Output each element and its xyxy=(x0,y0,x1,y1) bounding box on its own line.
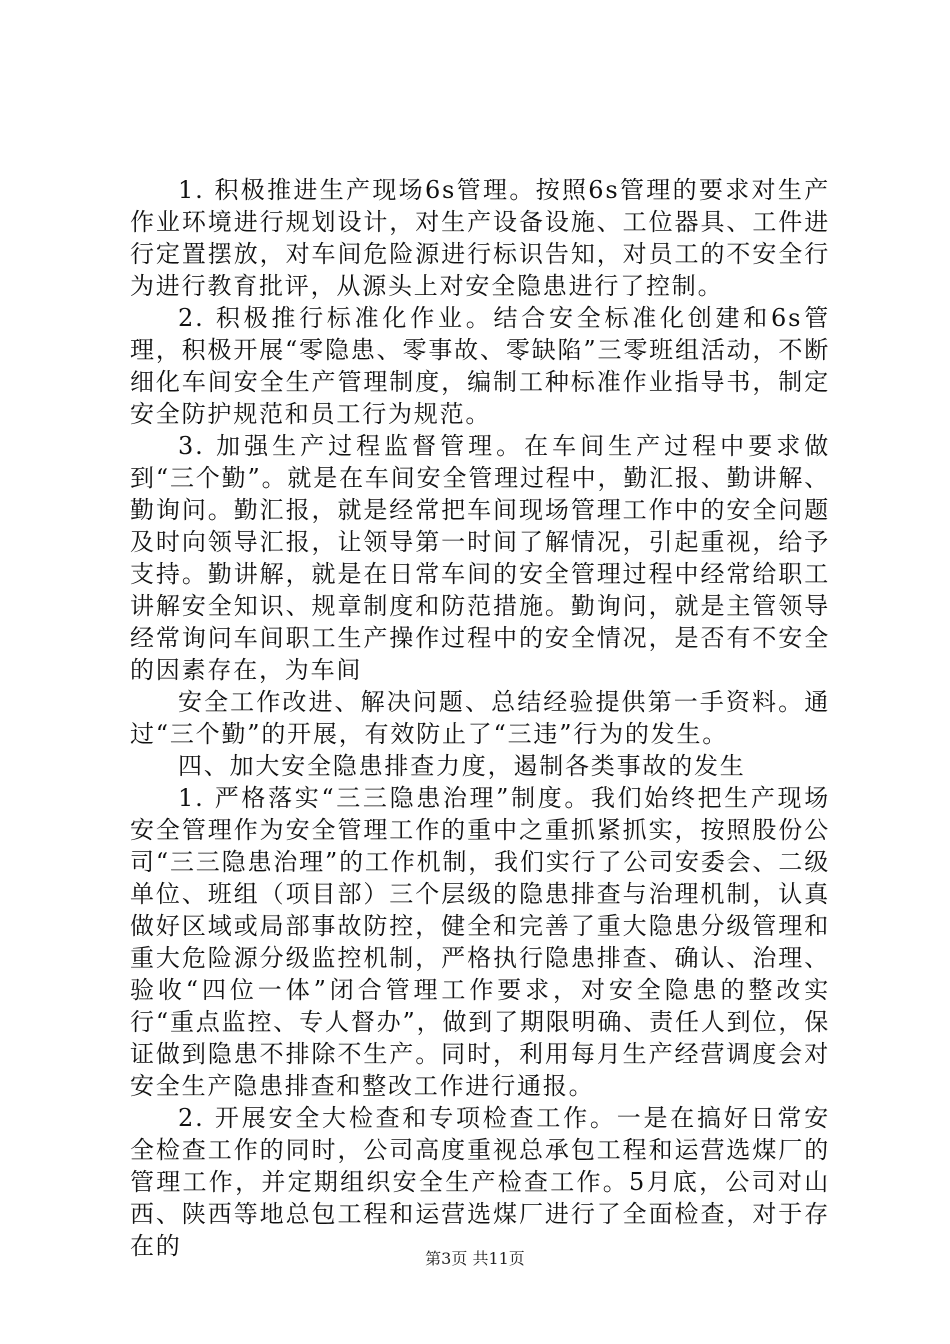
paragraph-safety-inspection: 2. 开展安全大检查和专项检查工作。一是在搞好日常安全检查工作的同时，公司高度重视总承包工程和运营选煤厂的管理工作，并定期组织安全生产检查工作。5月底，公司对山西、陕西等地总包工程和运营选煤厂进行了全面检查，对于存在的 xyxy=(130,1104,830,1260)
document-body xyxy=(130,174,830,1262)
section-heading-hazard-inspection: 四、加大安全隐患排查力度，遏制各类事故的发生 xyxy=(178,752,746,780)
paragraph-hazard-governance: 1. 严格落实“三三隐患治理”制度。我们始终把生产现场安全管理作为安全管理工作的重中之重抓紧抓实，按照股份公司“三三隐患治理”的工作机制，我们实行了公司安委会、二级单位、班组（项目部）三个层级的隐患排查与治理机制，认真做好区域或局部事故防控，健全和完善了重大隐患分级管理和重大危险源分级监控机制，严格执行隐患排查、确认、治理、验收“四位一体”闭合管理工作要求，对安全隐患的整改实行“重点监控、专人督办”，做到了期限明确、责任人到位，保证做到隐患不排除不生产。同时，利用每月生产经营调度会对安全生产隐患排查和整改工作进行通报。 xyxy=(130,784,830,1100)
paragraph-6s-management: 1. 积极推进生产现场6s管理。按照6s管理的要求对生产作业环境进行规划设计，对生产设备设施、工位器具、工件进行定置摆放，对车间危险源进行标识告知，对员工的不安全行为进行教育批评，从源头上对安全隐患进行了控制。 xyxy=(130,176,830,300)
paragraph-process-supervision: 3. 加强生产过程监督管理。在车间生产过程中要求做到“三个勤”。就是在车间安全管理过程中，勤汇报、勤讲解、勤询问。勤汇报，就是经常把车间现场管理工作中的安全问题及时向领导汇报，让领导第一时间了解情况，引起重视，给予支持。勤讲解，就是在日常车间的安全管理过程中经常给职工讲解安全知识、规章制度和防范措施。勤询问，就是主管领导经常询问车间职工生产操作过程中的安全情况，是否有不安全的因素存在，为车间 xyxy=(130,432,830,684)
paragraph-standardized-work: 2. 积极推行标准化作业。结合安全标准化创建和6s管理，积极开展“零隐患、零事故、零缺陷”三零班组活动，不断细化车间安全生产管理制度，编制工种标准作业指导书，制定安全防护规范和员工行为规范。 xyxy=(130,304,830,428)
paragraph-continuation: 安全工作改进、解决问题、总结经验提供第一手资料。通过“三个勤”的开展，有效防止了“三违”行为的发生。 xyxy=(130,688,830,748)
page-footer: 第3页 共11页 xyxy=(425,1249,525,1268)
